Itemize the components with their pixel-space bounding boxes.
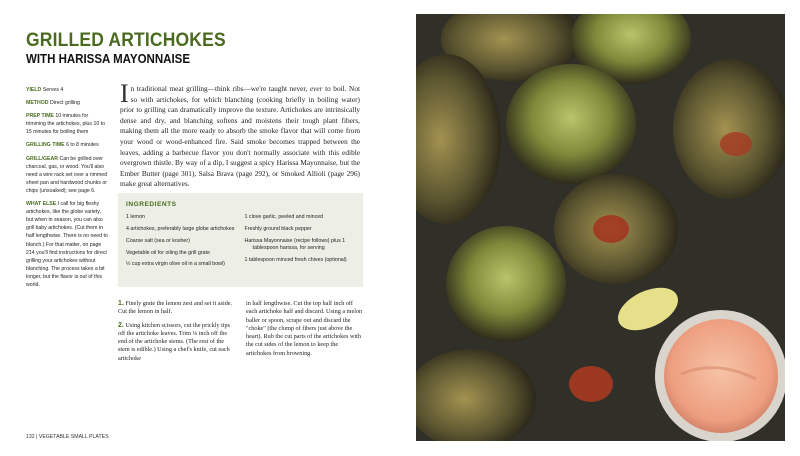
grilled-artichokes-photo <box>416 14 785 441</box>
drop-cap: I <box>120 79 129 108</box>
ingredient-item: 1 tablespoon minced fresh chives (optional) <box>244 256 347 263</box>
ingredients-box <box>118 193 363 287</box>
page-number: 132 <box>26 434 35 440</box>
meta-grilling-time: GRILLING TIME 6 to 8 minutes <box>26 142 99 149</box>
recipe-subtitle: WITH HARISSA MAYONNAISE <box>26 52 191 66</box>
recipe-meta <box>26 86 108 294</box>
section-name: VEGETABLE SMALL PLATES <box>38 434 109 440</box>
ingredients-column-1 <box>126 214 241 273</box>
ingredients-heading: INGREDIENTS <box>126 201 177 208</box>
harissa-smear <box>593 215 629 243</box>
ingredient-item: Coarse salt (sea or kosher) <box>126 237 190 244</box>
page-footer: 132 | VEGETABLE SMALL PLATES <box>26 434 109 440</box>
ingredient-item: Freshly ground black pepper <box>244 226 312 233</box>
steps-column-2 <box>246 300 363 368</box>
meta-prep-time: PREP TIME 10 minutes for trimming the artichokes, plus 10 to 15 minutes for boiling them <box>26 113 106 136</box>
ingredient-item: 1 clove garlic, peeled and minced <box>244 214 324 221</box>
step-2: 2. Using kitchen scissors, cut the prickly tips off the artichoke leaves. Trim ⅛ inch off the end of the artichoke stems. (The rest of the stem is edible.) Using a chef's knife, cut each artichoke <box>118 321 231 362</box>
artichoke-shape <box>446 226 566 342</box>
ingredients-column-2 <box>241 214 356 273</box>
harissa-smear <box>720 132 752 156</box>
ingredient-item: Harissa Mayonnaise (recipe follows) plus 1 tablespoon harissa, for serving <box>244 237 346 252</box>
recipe-steps <box>118 300 363 368</box>
harissa-mayonnaise <box>664 319 778 433</box>
artichoke-shape <box>506 64 636 184</box>
ingredient-item: ½ cup extra virgin olive oil in a small bowl) <box>126 261 225 268</box>
ingredient-item: 1 lemon <box>126 214 145 221</box>
ingredient-item: Vegetable oil for oiling the grill grate <box>126 249 210 256</box>
step-1: 1. Finely grate the lemon zest and set it aside. Cut the lemon in half. <box>118 300 233 316</box>
meta-method: METHOD Direct grilling <box>26 100 80 107</box>
meta-yield: YIELD Serves 4 <box>26 87 64 93</box>
artichoke-shape <box>673 59 785 199</box>
photo-illustration <box>416 14 785 441</box>
meta-grill-gear: GRILL/GEAR Can be grilled over charcoal, gas, or wood. You'll also need a wire rack set over a rimmed sheet pan and hardwood chunks or chips (unsoaked); see page 6. <box>26 155 108 194</box>
meta-what-else: WHAT ELSE I call for big fleshy artichokes, like the globe variety, but when in season, you can also grill baby artichokes. (Cut them in half lengthwise. There is no need to blanch.) For that matter, on page 214 you'll find instructions for direct grilling your artichokes without blanching. The process takes a bit longer, but the flavor is out of this world. <box>26 201 108 288</box>
step-2-continued: in half lengthwise. Cut the top half inch off each artichoke half and discard. Using a melon baller or spoon, scrape out and discard the "choke" (the clump of fibers just above the heart). Rub the cut parts of the artichokes with the cut sides of the lemon to keep the artichokes from browning. <box>246 300 363 357</box>
steps-column-1 <box>118 300 236 368</box>
intro-paragraph: In traditional meat grilling—think ribs—we're taught never, ever to boil. Not so with artichokes, for which blanching (cooking briefly in boiling water) prior to grilling can dramatically improve the texture. Artichokes are intrinsically dense and dry, and blanching softens and moistens their tough plant fibers, making them all the more ready to absorb the smoke flavor that will come from your wood or wood-enhanced fire. Said smoke becomes trapped between the leaves, adding a barbecue flavor you don't normally associate with this edible overgrown thistle. By way of a dip, I suggest a spicy Harissa Mayonnaise, but the Ember Butter (page 301), Salsa Brava (page 292), or Smoked Allioli (page 296) make great alternatives. <box>120 79 360 189</box>
harissa-smear <box>569 366 613 402</box>
recipe-title: GRILLED ARTICHOKES <box>26 30 226 51</box>
ingredient-item: 4 artichokes, preferably large globe artichokes <box>126 226 235 233</box>
